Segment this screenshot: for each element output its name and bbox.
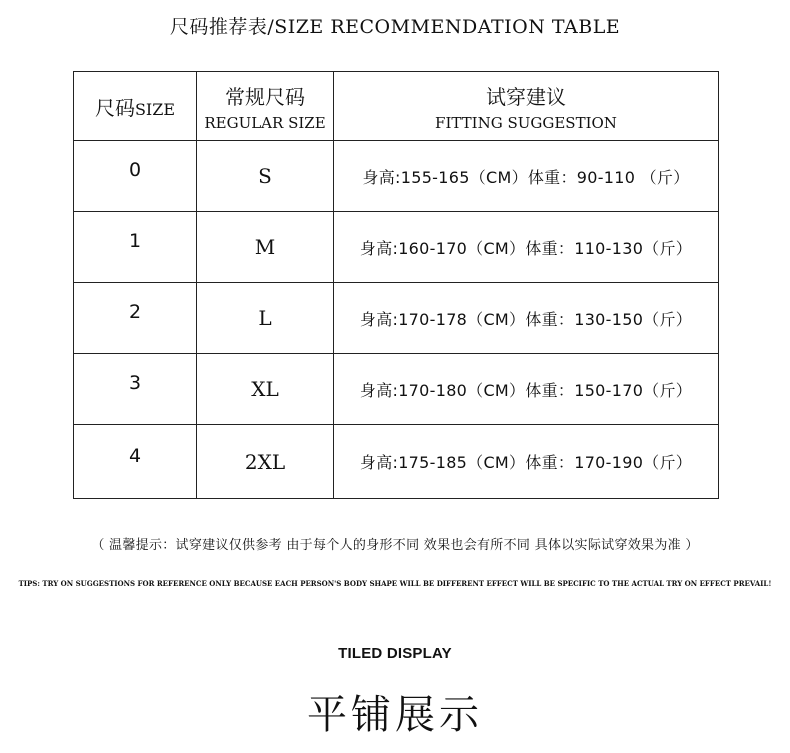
header-size-cn: 尺码 (94, 95, 135, 120)
regular-size-value: 2XL (244, 449, 286, 474)
header-regular-size (197, 72, 334, 141)
size-value: 4 (128, 444, 142, 467)
table-row (74, 354, 719, 425)
fitting-value: 身高:160-170（CM）体重：110-130（斤） (359, 238, 693, 258)
regular-size-value: XL (251, 377, 279, 401)
size-value: 0 (128, 159, 142, 181)
regular-size-cell (197, 283, 334, 354)
tip-chinese: （ 温馨提示：试穿建议仅供参考 由于每个人的身形不同 效果也会有所不同 具体以实际试穿效果为准 ） (91, 538, 699, 553)
fitting-cell (334, 141, 719, 212)
fitting-value: 身高:170-178（CM）体重：130-150（斤） (359, 309, 693, 329)
size-cell (74, 212, 197, 283)
tiled-display-heading: TILED DISPLAY (338, 645, 452, 662)
fitting-value: 身高:155-165（CM）体重：90-110 （斤） (362, 167, 690, 187)
tip-english: TIPS: TRY ON SUGGESTIONS FOR REFERENCE ONLY BECAUSE EACH PERSON'S BODY SHAPE WILL BE DIFFERENT EFFECT WILL BE SPECIFIC TO THE ACTUAL TRY ON EFFECT PREVAIL! (18, 579, 772, 588)
regular-size-cell (197, 354, 334, 425)
header-fitting-en: FITTING SUGGESTION (435, 113, 617, 132)
size-cell (74, 141, 197, 212)
header-size-en: SIZE (134, 99, 176, 119)
regular-size-cell (197, 141, 334, 212)
regular-size-value: L (258, 306, 272, 330)
regular-size-value: M (254, 235, 276, 259)
size-cell (74, 425, 197, 499)
header-fitting-suggestion (334, 72, 719, 141)
table-row (74, 283, 719, 354)
table-header-row (74, 72, 719, 141)
size-value: 1 (128, 230, 142, 252)
regular-size-cell (197, 212, 334, 283)
table-row (74, 141, 719, 212)
fitting-cell (334, 425, 719, 499)
size-value: 3 (128, 372, 142, 394)
fitting-cell (334, 212, 719, 283)
size-recommendation-table (73, 71, 719, 499)
size-cell (74, 354, 197, 425)
size-cell (74, 283, 197, 354)
tiled-display-heading-cn: 平铺展示 (307, 692, 483, 738)
regular-size-cell (197, 425, 334, 499)
table-row (74, 212, 719, 283)
fitting-cell (334, 283, 719, 354)
size-value: 2 (128, 301, 142, 323)
fitting-value: 身高:170-180（CM）体重：150-170（斤） (359, 380, 693, 400)
regular-size-value: S (258, 164, 272, 188)
fitting-cell (334, 354, 719, 425)
fitting-value: 身高:175-185（CM）体重：170-190（斤） (359, 453, 693, 472)
table-row (74, 425, 719, 499)
page-title: 尺码推荐表/SIZE RECOMMENDATION TABLE (169, 16, 621, 38)
header-size (74, 72, 197, 141)
header-regular-en: REGULAR SIZE (204, 113, 326, 132)
header-fitting-cn: 试穿建议 (486, 84, 566, 109)
header-regular-cn: 常规尺码 (225, 84, 305, 109)
